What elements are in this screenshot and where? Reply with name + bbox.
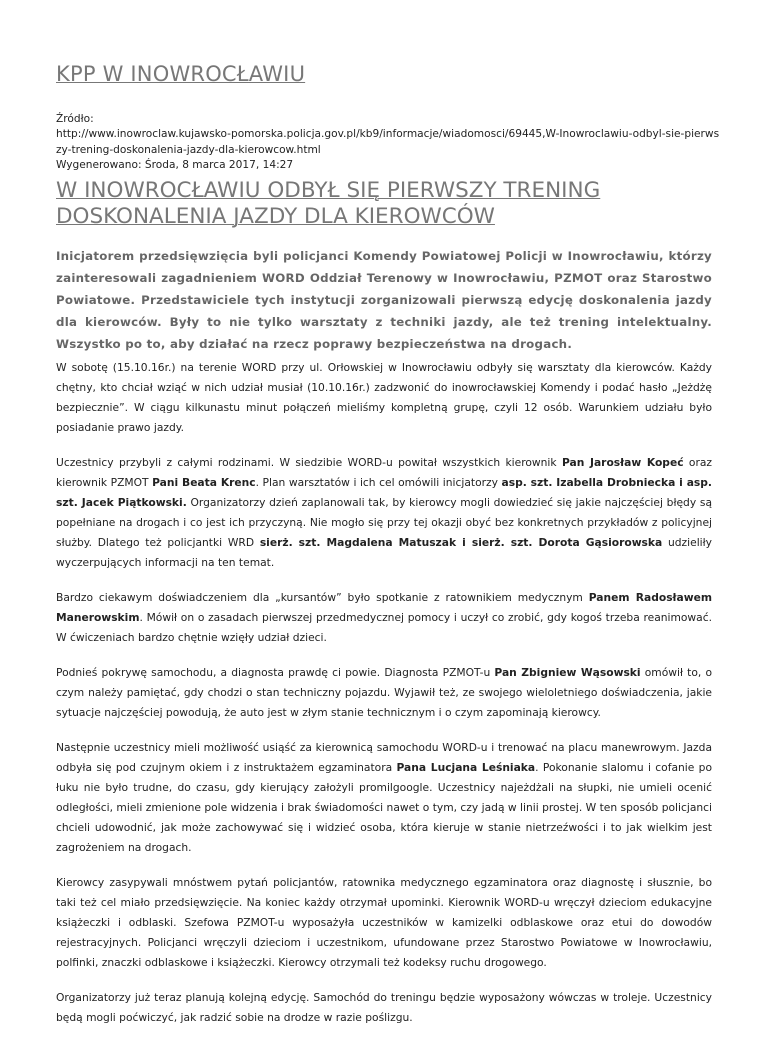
p3-text-2: . Mówił on o zasadach pierwszej przedmedycznej pomocy i uczył co zrobić, gdy kogoś trzeba reanimować. W ćwiczeniach bardzo chętnie wzięły udział dzieci.	[56, 611, 712, 644]
generated-date: Wygenerowano: Środa, 8 marca 2017, 14:27	[56, 159, 294, 172]
source-meta	[56, 112, 720, 174]
site-title: KPP W INOWROCŁAWIU	[56, 62, 306, 86]
p2-bold-3: asp. szt. Izabella Drobniecka i asp. szt. Jacek Piątkowski.	[56, 476, 712, 509]
p2-text-5: udzieliły wyczerpujących informacji na ten temat.	[56, 536, 712, 569]
article-title-line-2: DOSKONALENIA JAZDY DLA KIEROWCÓW	[56, 204, 495, 229]
p2-bold-4: sierż. szt. Magdalena Matuszak i sierż. szt. Dorota Gąsiorowska	[259, 536, 663, 549]
article-title	[56, 178, 716, 230]
paragraph-4	[56, 663, 712, 723]
p5-text-1: Następnie uczestnicy mieli możliwość usiąść za kierownicą samochodu WORD-u i trenować na placu manewrowym. Jazda odbyła się pod czujnym okiem i z instruktażem egzaminatora	[56, 741, 712, 774]
p2-text-1: Uczestnicy przybyli z całymi rodzinami. W siedzibie WORD-u powitał wszystkich kierownik	[56, 456, 562, 469]
p4-text-2: omówił to, o czym należy pamiętać, gdy chodzi o stan techniczny pojazdu. Wyjawił też, ze swojego wieloletniego doświadczenia, jakie sytuacje najczęściej powodują, że auto jest w złym stanie technicznym i o czym zapominają kierowcy.	[56, 666, 712, 719]
p3-text-1: Bardzo ciekawym doświadczeniem dla „kursantów” było spotkanie z ratownikiem medycznym	[56, 591, 589, 604]
p4-bold-1: Pan Zbigniew Wąsowski	[494, 666, 641, 679]
paragraph-5	[56, 738, 712, 858]
p2-text-4: Organizatorzy dzień zaplanowali tak, by kierowcy mogli dowiedzieć się jakie najczęściej błędy są popełniane na drogach i co jest ich przyczyną. Nie mogło się przy tej okazji obyć bez konkretnych przykładów z policyjnej służby. Dlatego też policjantki WRD	[56, 496, 713, 549]
p3-bold-1: Panem Radosławem Manerowskim	[56, 591, 712, 624]
paragraph-2	[56, 453, 712, 573]
paragraph-6: Kierowcy zasypywali mnóstwem pytań policjantów, ratownika medycznego egzaminatora oraz diagnostę i słusznie, bo taki też cel miało przedsięwzięcie. Na koniec każdy otrzymał upominki. Kierownik WORD-u wręczył dzieciom edukacyjne książeczki i odblaski. Szefowa PZMOT-u wyposażyła uczestników w kamizelki odblaskowe oraz etui do dowodów rejestracyjnych. Policjanci wręczyli dzieciom i uczestnikom, ufundowane przez Starostwo Powiatowe w Inowrocławiu, polfinki, znaczki odblaskowe i książeczki. Kierowcy otrzymali też kodeksy ruchu drogowego.	[56, 876, 712, 969]
paragraph-3	[56, 588, 712, 648]
p2-bold-1: Pan Jarosław Kopeć	[561, 456, 684, 469]
source-label: Źródło:	[56, 113, 94, 125]
p2-text-3: . Plan warsztatów i ich cel omówili inicjatorzy	[255, 476, 502, 489]
article-lead: Inicjatorem przedsięwzięcia byli policjanci Komendy Powiatowej Policji w Inowrocławiu, którzy zainteresowali zagadnieniem WORD Oddział Terenowy w Inowrocławiu, PZMOT oraz Starostwo Powiatowe. Przedstawiciele tych instytucji zorganizowali pierwszą edycję doskonalenia jazdy dla kierowców. Były to nie tylko warsztaty z techniki jazdy, ale też trening intelektualny. Wszystko po to, aby działać na rzecz poprawy bezpieczeństwa na drogach.	[56, 249, 712, 351]
article-body	[56, 358, 712, 1043]
article-title-line-1: W INOWROCŁAWIU ODBYŁ SIĘ PIERWSZY TRENING	[56, 178, 601, 203]
source-url-line-1: http://www.inowroclaw.kujawsko-pomorska.policja.gov.pl/kb9/informacje/wiadomosci/69445,W-Inowroclawiu-odbyl-sie-pierws	[56, 128, 720, 141]
paragraph-7: Organizatorzy już teraz planują kolejną edycję. Samochód do treningu będzie wyposażony wówczas w troleje. Uczestnicy będą mogli poćwiczyć, jak radzić sobie na drodze w razie poślizgu.	[56, 991, 712, 1024]
p5-text-2: . Pokonanie slalomu i cofanie po łuku nie było trudne, do czasu, gdy kierujący założyli promilgoogle. Uczestnicy najeżdżali na słupki, nie umieli ocenić odległości, mieli zmienione pole widzenia i brak świadomości nawet o tym, czy jadą w linii prostej. W ten sposób policjanci chcieli udowodnić, jak może zachowywać się i widzieć osoba, która kieruje w stanie nietrzeźwości i to jak wielkim jest zagrożeniem na drogach.	[56, 761, 713, 854]
p2-bold-2: Pani Beata Krenc	[152, 476, 256, 489]
source-url-line-2: zy-trening-doskonalenia-jazdy-dla-kierowcow.html	[56, 143, 321, 156]
p2-text-2: oraz kierownik PZMOT	[56, 456, 712, 489]
paragraph-1: W sobotę (15.10.16r.) na terenie WORD przy ul. Orłowskiej w Inowrocławiu odbyły się warsztaty dla kierowców. Każdy chętny, kto chciał wziąć w nich udział musiał (10.10.16r.) zadzwonić do inowrocławskiej Komendy i podać hasło „Jeżdżę bezpiecznie”. W ciągu kilkunastu minut połączeń mieliśmy kompletną grupę, czyli 12 osób. Warunkiem udziału było posiadanie prawo jazdy.	[56, 361, 712, 434]
p4-text-1: Podnieś pokrywę samochodu, a diagnosta prawdę ci powie. Diagnosta PZMOT-u	[56, 666, 495, 679]
p5-bold-1: Pana Lucjana Leśniaka	[396, 761, 536, 774]
